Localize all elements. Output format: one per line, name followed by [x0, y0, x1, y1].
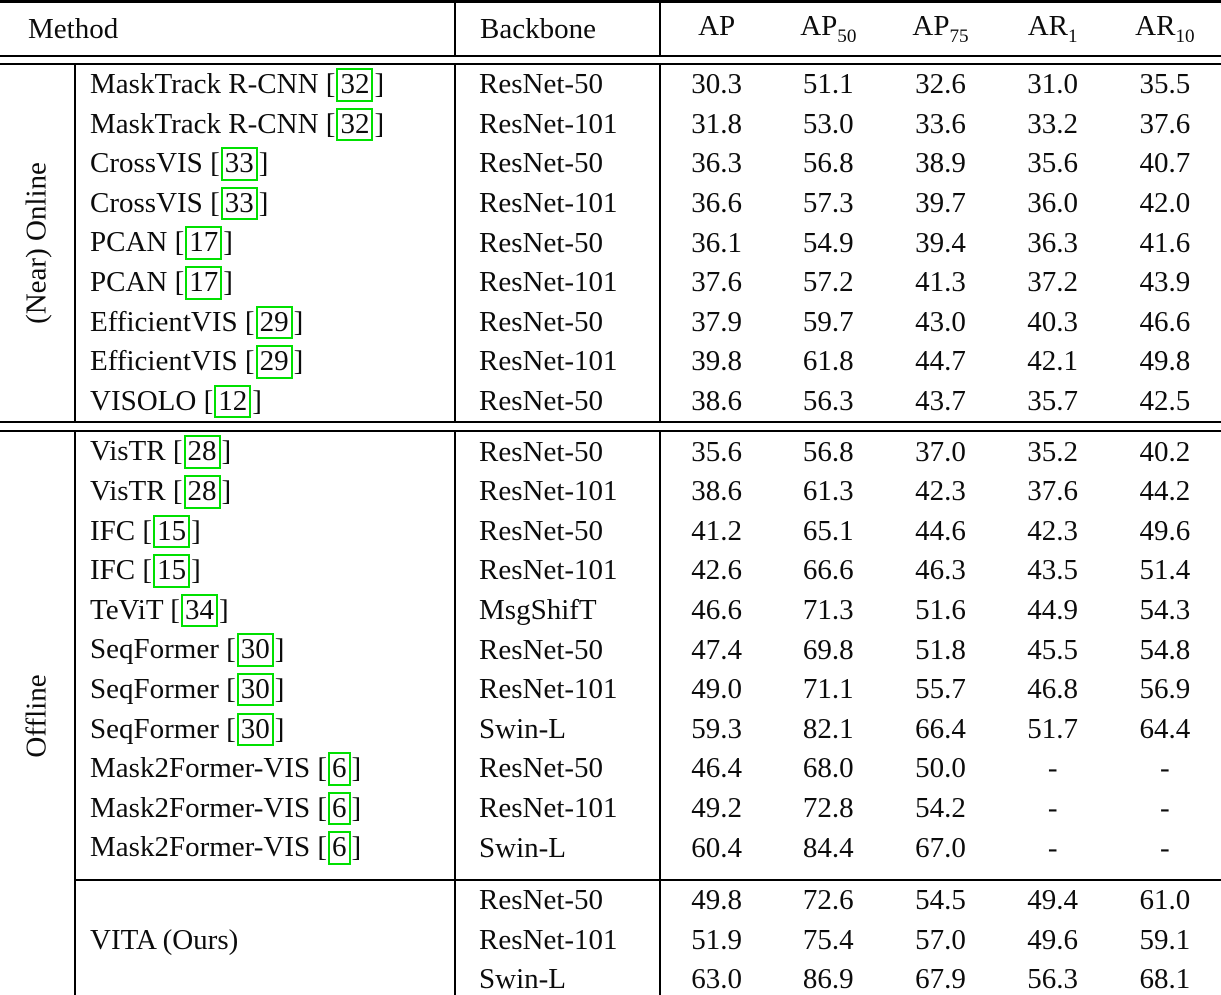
metric-value: 38.6 — [691, 385, 742, 418]
table-row — [0, 105, 1221, 145]
backbone-cell: ResNet-50 — [455, 630, 660, 670]
metric-value: 49.2 — [691, 791, 742, 824]
table-row — [0, 342, 1221, 382]
backbone-cell: ResNet-101 — [455, 105, 660, 145]
metric-value: 42.3 — [915, 475, 966, 508]
metric-value: 55.7 — [915, 673, 966, 706]
citation-link[interactable]: 28 — [184, 435, 221, 469]
method-cell: MaskTrack R-CNN [ 32 ] — [75, 105, 455, 145]
metric-value: 39.8 — [691, 345, 742, 378]
metric-value: 61.8 — [802, 345, 854, 378]
metric-value: 54.2 — [915, 791, 966, 824]
metric-value: 43.7 — [915, 385, 966, 418]
col-header-ar1 — [997, 2, 1109, 57]
method-cell: SeqFormer [ 30 ] — [75, 710, 455, 750]
method-cell: VisTR [ 28 ] — [75, 472, 455, 512]
metric-value: 41.2 — [691, 514, 742, 547]
table-row — [0, 551, 1221, 591]
metric-value: 38.9 — [915, 147, 966, 180]
method-cell: SeqFormer [ 30 ] — [75, 670, 455, 710]
metric-value: 72.6 — [802, 884, 854, 917]
metric-value: 51.1 — [802, 68, 854, 101]
backbone-cell: Swin-L — [455, 828, 660, 868]
method-cell: VISOLO [ 12 ] — [75, 382, 455, 423]
metric-value: 37.6 — [691, 266, 742, 299]
metric-value: 46.6 — [691, 594, 742, 627]
metric-value: 54.9 — [802, 226, 854, 259]
metric-value: - — [1160, 791, 1170, 824]
metric-value: - — [1160, 752, 1170, 785]
backbone-cell: ResNet-101 — [455, 342, 660, 382]
metric-value: 46.6 — [1139, 305, 1191, 338]
metric-value: 68.0 — [802, 752, 854, 785]
metric-value: 57.3 — [802, 187, 854, 220]
table-row — [0, 512, 1221, 552]
metric-value: - — [1047, 831, 1058, 864]
citation-link[interactable]: 6 — [328, 792, 351, 826]
method-cell: VisTR [ 28 ] — [75, 431, 455, 472]
table-row — [0, 64, 1221, 105]
metric-value: 56.3 — [1027, 963, 1079, 995]
metric-value: 42.1 — [1027, 345, 1079, 378]
metric-value: 40.7 — [1139, 147, 1191, 180]
metric-value: 84.4 — [802, 831, 854, 864]
header-row — [0, 2, 1221, 57]
metric-value: 41.6 — [1139, 226, 1191, 259]
metric-sub: 50 — [837, 25, 857, 47]
metric-value: 36.0 — [1027, 187, 1079, 220]
table-row — [0, 223, 1221, 263]
metric-value: 53.0 — [802, 107, 854, 140]
table-row — [0, 828, 1221, 868]
col-header-ap — [660, 2, 772, 57]
metric-value: 68.1 — [1139, 963, 1191, 995]
method-cell: IFC [ 15 ] — [75, 551, 455, 591]
metric-value: 63.0 — [691, 963, 742, 995]
method-cell: Mask2Former-VIS [ 6 ] — [75, 749, 455, 789]
metric-value: 61.3 — [802, 475, 854, 508]
metric-value: 64.4 — [1139, 712, 1191, 745]
metric-value: 59.1 — [1139, 923, 1191, 956]
backbone-cell: Swin-L — [455, 960, 660, 995]
metric-value: 49.0 — [691, 673, 742, 706]
metric-value: 38.6 — [691, 475, 742, 508]
metric-value: 46.3 — [915, 554, 966, 587]
metric-value: 31.8 — [691, 107, 742, 140]
metric-value: 30.3 — [691, 68, 742, 101]
metric-value: 72.8 — [802, 791, 854, 824]
metric-value: 51.9 — [691, 923, 742, 956]
metric-value: 66.6 — [802, 554, 854, 587]
metric-value: 51.8 — [915, 633, 966, 666]
metric-value: 51.4 — [1139, 554, 1191, 587]
metric-value: 40.3 — [1027, 305, 1079, 338]
metric-value: 71.3 — [802, 594, 854, 627]
metric-value: 35.7 — [1027, 385, 1079, 418]
table-row — [0, 710, 1221, 750]
table-row — [0, 670, 1221, 710]
citation-link[interactable]: 12 — [214, 385, 251, 419]
citation-link[interactable]: 30 — [237, 633, 274, 667]
metric-value: 43.5 — [1027, 554, 1079, 587]
backbone-cell: ResNet-101 — [455, 551, 660, 591]
method-cell: Mask2Former-VIS [ 6 ] — [75, 789, 455, 829]
metric-value: 33.2 — [1027, 107, 1079, 140]
metric-base: AP — [800, 10, 838, 43]
metric-value: 75.4 — [802, 923, 854, 956]
table-row — [0, 184, 1221, 224]
metric-value: 54.3 — [1139, 594, 1191, 627]
backbone-cell: ResNet-50 — [455, 303, 660, 343]
metric-base: AP — [698, 10, 736, 43]
metric-value: 49.8 — [1139, 345, 1191, 378]
metric-value: 49.6 — [1139, 514, 1191, 547]
metric-value: 56.3 — [802, 385, 854, 418]
metric-value: 59.3 — [691, 712, 742, 745]
backbone-cell: ResNet-50 — [455, 512, 660, 552]
backbone-cell: Swin-L — [455, 710, 660, 750]
citation-link[interactable]: 17 — [185, 266, 222, 300]
metric-value: 44.7 — [915, 345, 966, 378]
method-cell: Mask2Former-VIS [ 6 ] — [75, 828, 455, 868]
metric-value: 44.6 — [915, 514, 966, 547]
metric-value: 51.6 — [915, 594, 966, 627]
metric-value: 49.6 — [1027, 923, 1079, 956]
table-row — [0, 472, 1221, 512]
col-header-ap50 — [772, 2, 884, 57]
metric-value: 36.6 — [691, 187, 742, 220]
citation-link[interactable]: 6 — [328, 752, 351, 786]
metric-value: 37.0 — [915, 435, 966, 468]
table-row — [0, 591, 1221, 631]
metric-value: - — [1047, 791, 1058, 824]
citation-link[interactable]: 17 — [185, 226, 222, 260]
metric-value: 40.2 — [1139, 435, 1191, 468]
group-label-near-online-text: (Near) Online — [20, 162, 53, 325]
citation-link[interactable]: 6 — [328, 831, 351, 865]
metric-value: 43.0 — [915, 305, 966, 338]
method-cell: PCAN [ 17 ] — [75, 263, 455, 303]
metric-value: 57.2 — [802, 266, 854, 299]
metric-value: 39.4 — [915, 226, 966, 259]
metric-sub: 10 — [1175, 25, 1195, 47]
metric-value: 67.0 — [915, 831, 966, 864]
metric-value: 66.4 — [915, 712, 966, 745]
metric-value: 46.8 — [1027, 673, 1079, 706]
metric-value: 82.1 — [802, 712, 854, 745]
citation-link[interactable]: 32 — [336, 108, 373, 142]
method-cell: CrossVIS [ 33 ] — [75, 184, 455, 224]
citation-link[interactable]: 32 — [336, 68, 373, 102]
rule-divider-cell — [0, 56, 1221, 64]
backbone-cell: ResNet-50 — [455, 880, 660, 921]
metric-value: 69.8 — [802, 633, 854, 666]
table-row — [0, 431, 1221, 472]
metric-value: 59.7 — [802, 305, 854, 338]
citation-link[interactable]: 34 — [181, 594, 218, 628]
metric-value: 35.5 — [1139, 68, 1191, 101]
backbone-cell: ResNet-50 — [455, 382, 660, 423]
rule-divider — [0, 56, 1221, 64]
citation-link[interactable]: 33 — [221, 187, 258, 221]
metric-value: 56.8 — [802, 435, 854, 468]
method-cell: SeqFormer [ 30 ] — [75, 630, 455, 670]
metric-value: 42.3 — [1027, 514, 1079, 547]
metric-value: 35.6 — [1027, 147, 1079, 180]
metric-value: 41.3 — [915, 266, 966, 299]
metric-value: 37.6 — [1027, 475, 1079, 508]
group-label-near-online — [0, 64, 75, 422]
method-cell-vita: VITA (Ours) — [75, 880, 455, 995]
metric-value: 42.6 — [691, 554, 742, 587]
backbone-cell: ResNet-101 — [455, 670, 660, 710]
metric-value: 71.1 — [802, 673, 854, 706]
metric-base: AR — [1135, 10, 1176, 43]
metric-value: 33.6 — [915, 107, 966, 140]
metric-value: 47.4 — [691, 633, 742, 666]
metric-sub: 1 — [1068, 25, 1078, 47]
metric-value: 36.3 — [691, 147, 742, 180]
table-row — [0, 263, 1221, 303]
backbone-cell: ResNet-101 — [455, 263, 660, 303]
metric-value: 49.4 — [1027, 884, 1079, 917]
metric-value: 54.8 — [1139, 633, 1191, 666]
citation-link[interactable]: 30 — [237, 713, 274, 747]
metric-value: 51.7 — [1027, 712, 1079, 745]
backbone-cell: ResNet-101 — [455, 920, 660, 960]
rule-divider — [0, 422, 1221, 431]
backbone-cell: ResNet-101 — [455, 184, 660, 224]
method-cell: CrossVIS [ 33 ] — [75, 144, 455, 184]
table-row — [0, 303, 1221, 343]
citation-link[interactable]: 15 — [153, 554, 190, 588]
rule-divider — [0, 868, 1221, 880]
citation-link[interactable]: 29 — [256, 306, 293, 340]
metric-base: AR — [1027, 10, 1069, 43]
method-cell: TeViT [ 34 ] — [75, 591, 455, 631]
backbone-cell: ResNet-101 — [455, 789, 660, 829]
table-row — [0, 880, 1221, 921]
table-row — [0, 630, 1221, 670]
metric-value: 67.9 — [915, 963, 966, 995]
metric-value: 65.1 — [802, 514, 854, 547]
metric-value: 49.8 — [691, 884, 742, 917]
metric-value: 57.0 — [915, 923, 966, 956]
table-row — [0, 789, 1221, 829]
metric-value: 45.5 — [1027, 633, 1079, 666]
table-row — [0, 382, 1221, 423]
metric-value: 37.6 — [1139, 107, 1191, 140]
citation-link[interactable]: 30 — [237, 673, 274, 707]
group-label-offline-text: Offline — [20, 674, 53, 758]
metric-value: 42.0 — [1139, 187, 1191, 220]
col-header-ap75 — [884, 2, 996, 57]
backbone-cell: ResNet-101 — [455, 472, 660, 512]
metric-value: 46.4 — [691, 752, 742, 785]
metric-value: 44.2 — [1139, 475, 1191, 508]
metric-value: 60.4 — [691, 831, 742, 864]
metric-value: 35.6 — [691, 435, 742, 468]
citation-link[interactable]: 15 — [153, 515, 190, 549]
backbone-cell: MsgShifT — [455, 591, 660, 631]
metric-value: 44.9 — [1027, 594, 1079, 627]
method-cell: EfficientVIS [ 29 ] — [75, 303, 455, 343]
metric-value: 36.3 — [1027, 226, 1079, 259]
metric-value: 50.0 — [915, 752, 966, 785]
metric-value: 43.9 — [1139, 266, 1191, 299]
citation-link[interactable]: 33 — [221, 147, 258, 181]
table-header — [0, 2, 1221, 57]
metric-value: 36.1 — [691, 226, 742, 259]
metric-value: - — [1160, 831, 1170, 864]
backbone-cell: ResNet-50 — [455, 223, 660, 263]
col-header-ar10 — [1109, 2, 1221, 57]
table-row — [0, 144, 1221, 184]
metric-value: 31.0 — [1027, 68, 1079, 101]
metric-value: 37.2 — [1027, 266, 1079, 299]
metric-value: - — [1047, 752, 1058, 785]
metric-value: 42.5 — [1139, 385, 1191, 418]
metric-value: 37.9 — [691, 305, 742, 338]
metric-value: 35.2 — [1027, 435, 1079, 468]
method-cell: PCAN [ 17 ] — [75, 223, 455, 263]
rule-divider-cell — [0, 422, 1221, 431]
method-cell: IFC [ 15 ] — [75, 512, 455, 552]
metric-value: 32.6 — [915, 68, 966, 101]
backbone-cell: ResNet-50 — [455, 749, 660, 789]
method-cell: MaskTrack R-CNN [ 32 ] — [75, 64, 455, 105]
rule-divider-cell — [455, 868, 660, 880]
table-body — [0, 56, 1221, 995]
metric-base: AP — [912, 10, 950, 43]
backbone-cell: ResNet-50 — [455, 431, 660, 472]
metric-value: 56.8 — [802, 147, 854, 180]
metric-value: 54.5 — [915, 884, 966, 917]
metric-sub: 75 — [949, 25, 969, 47]
method-cell: EfficientVIS [ 29 ] — [75, 342, 455, 382]
col-header-method: Method — [0, 2, 455, 57]
metric-value: 61.0 — [1139, 884, 1191, 917]
metric-value: 86.9 — [802, 963, 854, 995]
rule-divider-cell — [660, 868, 1221, 880]
table-row — [0, 749, 1221, 789]
backbone-cell: ResNet-50 — [455, 64, 660, 105]
group-label-offline — [0, 431, 75, 995]
backbone-cell: ResNet-50 — [455, 144, 660, 184]
citation-link[interactable]: 28 — [184, 475, 221, 509]
metric-value: 56.9 — [1139, 673, 1191, 706]
rule-divider-cell — [75, 868, 455, 880]
metric-value: 39.7 — [915, 187, 966, 220]
citation-link[interactable]: 29 — [256, 345, 293, 379]
col-header-backbone: Backbone — [455, 2, 660, 57]
